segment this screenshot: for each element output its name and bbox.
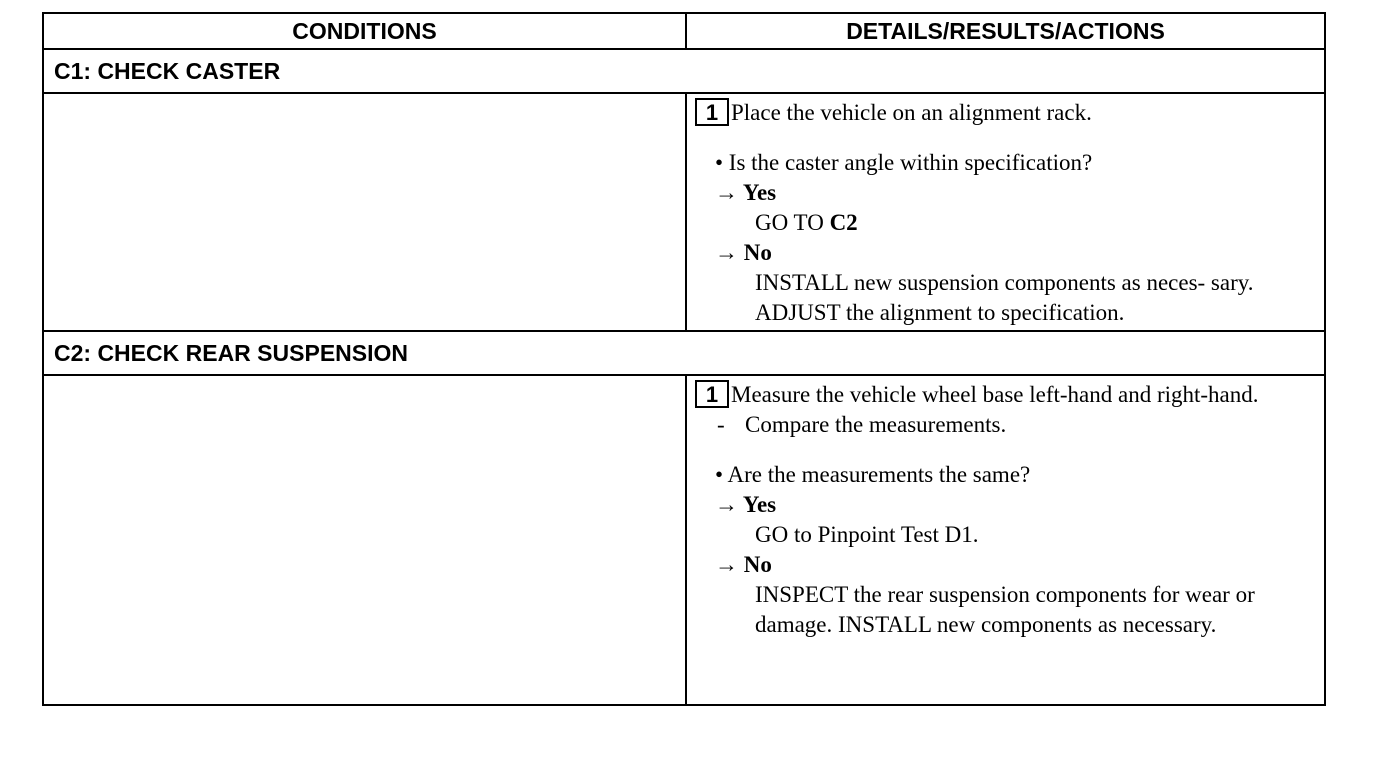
question: • Are the measurements the same? bbox=[715, 462, 1031, 487]
step bbox=[695, 380, 1324, 410]
conditions-header: CONDITIONS bbox=[44, 14, 687, 48]
details-cell bbox=[687, 94, 1324, 330]
step-text: Measure the vehicle wheel base left-hand and right-hand. bbox=[731, 382, 1259, 407]
yes-action: GO to Pinpoint Test D1. bbox=[755, 522, 979, 547]
no-action: INSPECT the rear suspension components for wear or damage. INSTALL new components as necessary. bbox=[755, 582, 1255, 637]
section-title-c1: C1: CHECK CASTER bbox=[44, 50, 1324, 94]
question: • Is the caster angle within specification? bbox=[715, 150, 1093, 175]
yes-action: GO TO C2 bbox=[755, 210, 858, 235]
table-header bbox=[44, 14, 1324, 50]
section-row-c2 bbox=[44, 376, 1324, 704]
diagnostic-table bbox=[42, 12, 1326, 706]
conditions-cell bbox=[44, 376, 687, 704]
no-label: → No bbox=[715, 240, 772, 265]
yes-label: → Yes bbox=[715, 180, 777, 205]
section-row-c1 bbox=[44, 94, 1324, 332]
step-text: Place the vehicle on an alignment rack. bbox=[731, 100, 1092, 125]
substep: - Compare the measurements. bbox=[717, 412, 1007, 437]
step-number-box: 1 bbox=[695, 380, 729, 408]
no-action: INSTALL new suspension components as neces- sary. ADJUST the alignment to specification. bbox=[755, 270, 1254, 325]
step bbox=[695, 98, 1324, 128]
details-cell bbox=[687, 376, 1324, 704]
section-title-c2: C2: CHECK REAR SUSPENSION bbox=[44, 332, 1324, 376]
conditions-cell bbox=[44, 94, 687, 330]
yes-label: → Yes bbox=[715, 492, 777, 517]
no-label: → No bbox=[715, 552, 772, 577]
details-header: DETAILS/RESULTS/ACTIONS bbox=[846, 17, 1165, 44]
step-number-box: 1 bbox=[695, 98, 729, 126]
